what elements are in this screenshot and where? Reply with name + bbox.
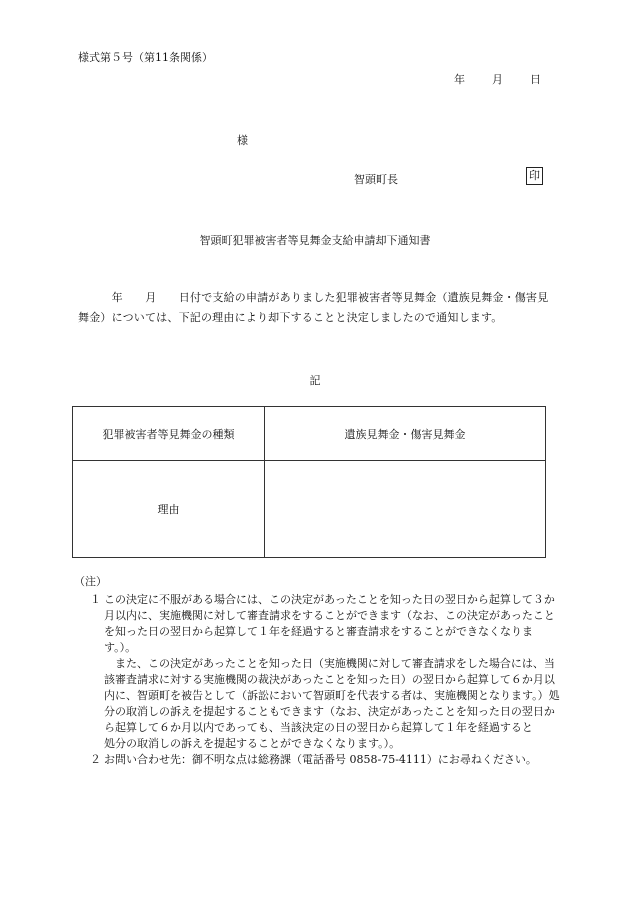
addressee-suffix: 様 bbox=[237, 134, 248, 147]
table-row bbox=[73, 407, 546, 461]
note-paragraph: 処分の取消しの訴えを提起することができなくなります。）。 bbox=[104, 737, 401, 750]
table-label-type: 犯罪被害者等見舞金の種類 bbox=[73, 407, 265, 461]
date-line bbox=[454, 71, 541, 87]
ki-heading: 記 bbox=[309, 374, 321, 387]
note-paragraph: この決定に不服がある場合には、この決定があったことを知った日の翌日から起算して３か月以内に、実施機関に対して審査請求をすることができます（なお、この決定があったことを知った日の翌日から起算して１年を経過すると審査請求をすることができなくなります。）。 bbox=[104, 593, 555, 654]
date-month: 月 bbox=[492, 73, 503, 86]
note-number: ２ bbox=[90, 753, 101, 766]
issuer-name: 智頭町長 bbox=[354, 173, 398, 186]
date-year: 年 bbox=[454, 73, 465, 86]
table-label-reason: 理由 bbox=[73, 461, 265, 558]
body-text: 年 月 日付で支給の申請がありました犯罪被害者等見舞金（遺族見舞金・傷害見舞金）については、下記の理由により却下することと決定しましたので通知します。 bbox=[78, 291, 549, 324]
note-item-1 bbox=[74, 592, 564, 752]
table-value-type: 遺族見舞金・傷害見舞金 bbox=[265, 407, 546, 461]
table-value-reason bbox=[265, 461, 546, 558]
seal-mark: 印 bbox=[526, 167, 543, 185]
notes-heading: （注） bbox=[74, 575, 107, 588]
form-number: 様式第５号（第11条関係） bbox=[78, 51, 213, 64]
notes-section bbox=[74, 574, 564, 768]
note-item-2 bbox=[74, 752, 564, 768]
document-title: 智頭町犯罪被害者等見舞金支給申請却下通知書 bbox=[199, 234, 431, 247]
date-day: 日 bbox=[530, 73, 541, 86]
note-paragraph: お問い合わせ先：御不明な点は総務課（電話番号 0858-75-4111）にお尋ねください。 bbox=[104, 753, 537, 766]
note-number: １ bbox=[90, 593, 101, 606]
note-paragraph: また、この決定があったことを知った日（実施機関に対して審査請求をした場合には、当該審査請求に対する実施機関の裁決があったことを知った日）の翌日から起算して６か月以内に、智頭町を被告として（訴訟において智頭町を代表する者は、実施機関となります。）処分の取消しの訴えを提起することもできます（なお、決定があったことを知った日の翌日から起算して６か月以内であっても、当該決定の日の翌日から起算して１年を経過すると bbox=[104, 657, 560, 734]
table-row bbox=[73, 461, 546, 558]
detail-table bbox=[72, 406, 546, 558]
